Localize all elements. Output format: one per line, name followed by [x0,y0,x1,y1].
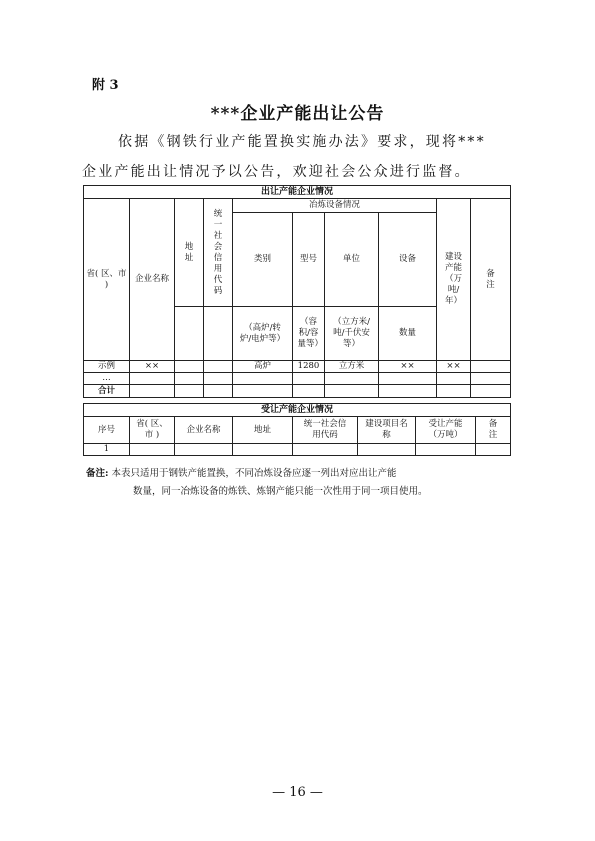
empty-cell [358,444,416,456]
empty-cell [379,385,437,398]
header-credit-code: 统一社会信用代码 [204,199,233,307]
header-model: 型号 [293,213,325,307]
header-credit-code: 统一社会信用代码 [293,417,358,444]
transfer-out-table [83,185,511,398]
empty-cell [204,307,233,361]
empty-cell [130,444,175,456]
header-company: 企业名称 [175,417,233,444]
empty-cell [204,385,233,398]
header-capacity: 受让产能（万吨） [416,417,476,444]
example-label: 示例 [84,361,130,373]
note-line-2: 数量，同一冶炼设备的炼铁、炼钢产能只能一次性用于同一项目使用。 [133,486,428,497]
intro-text-line-2: 企业产能出让情况予以公告，欢迎社会公众进行监督。 [82,164,471,180]
empty-cell [293,444,358,456]
ellipsis-cell: … [84,373,130,385]
empty-cell [233,444,293,456]
example-company: ×× [130,361,175,373]
transfer-out-section-title: 出让产能企业情况 [84,186,511,199]
empty-cell [379,373,437,385]
example-unit: 立方米 [325,361,379,373]
subheader-unit: （立方米/吨/千伏安等） [325,307,379,361]
header-equipment: 设备 [379,213,437,307]
transfer-in-table [83,403,511,456]
empty-cell [325,385,379,398]
intro-text-line-1: 依据《钢铁行业产能置换实施办法》要求，现将*** [118,134,486,150]
empty-cell [175,385,204,398]
empty-cell [416,444,476,456]
empty-cell [476,444,511,456]
example-category: 高炉 [233,361,293,373]
empty-cell [325,373,379,385]
empty-cell [233,385,293,398]
header-remarks: 备注 [471,199,511,361]
empty-cell [437,385,471,398]
empty-cell [204,361,233,373]
header-unit: 单位 [325,213,379,307]
header-remarks: 备注 [476,417,511,444]
row-seq: 1 [84,444,130,456]
page-number: — 16 — [272,785,323,800]
header-province: 省( 区、市 ) [130,417,175,444]
total-label: 合计 [84,385,130,398]
empty-cell [293,373,325,385]
page-title: ***企业产能出让公告 [210,104,385,124]
header-project: 建设项目名称 [358,417,416,444]
empty-cell [130,373,175,385]
note [86,465,506,482]
subheader-category: （高炉/转炉/电炉等） [233,307,293,361]
empty-cell [471,373,511,385]
header-company: 企业名称 [130,199,175,361]
empty-cell [130,385,175,398]
empty-cell [471,385,511,398]
empty-cell [175,361,204,373]
empty-cell [204,373,233,385]
header-address: 地址 [175,199,204,307]
empty-cell [233,373,293,385]
header-seq: 序号 [84,417,130,444]
empty-cell [175,373,204,385]
header-province: 省( 区、市 ) [84,199,130,361]
example-equipment: ×× [379,361,437,373]
subheader-equipment: 数量 [379,307,437,361]
note-line-1: 本表只适用于钢铁产能置换，不同冶炼设备应逐一列出对应出让产能 [111,468,397,479]
empty-cell [471,361,511,373]
example-capacity: ×× [437,361,471,373]
empty-cell [293,385,325,398]
empty-cell [175,307,204,361]
note-label: 备注: [86,468,109,479]
transfer-in-section-title: 受让产能企业情况 [84,404,511,417]
annex-label: 附 3 [92,78,119,93]
header-capacity: 建设产能（万吨/年） [437,199,471,361]
header-address: 地址 [233,417,293,444]
example-model: 1280 [293,361,325,373]
empty-cell [437,373,471,385]
header-equipment-group: 冶炼设备情况 [233,199,437,213]
subheader-model: （容积/容量等） [293,307,325,361]
header-category: 类别 [233,213,293,307]
empty-cell [175,444,233,456]
